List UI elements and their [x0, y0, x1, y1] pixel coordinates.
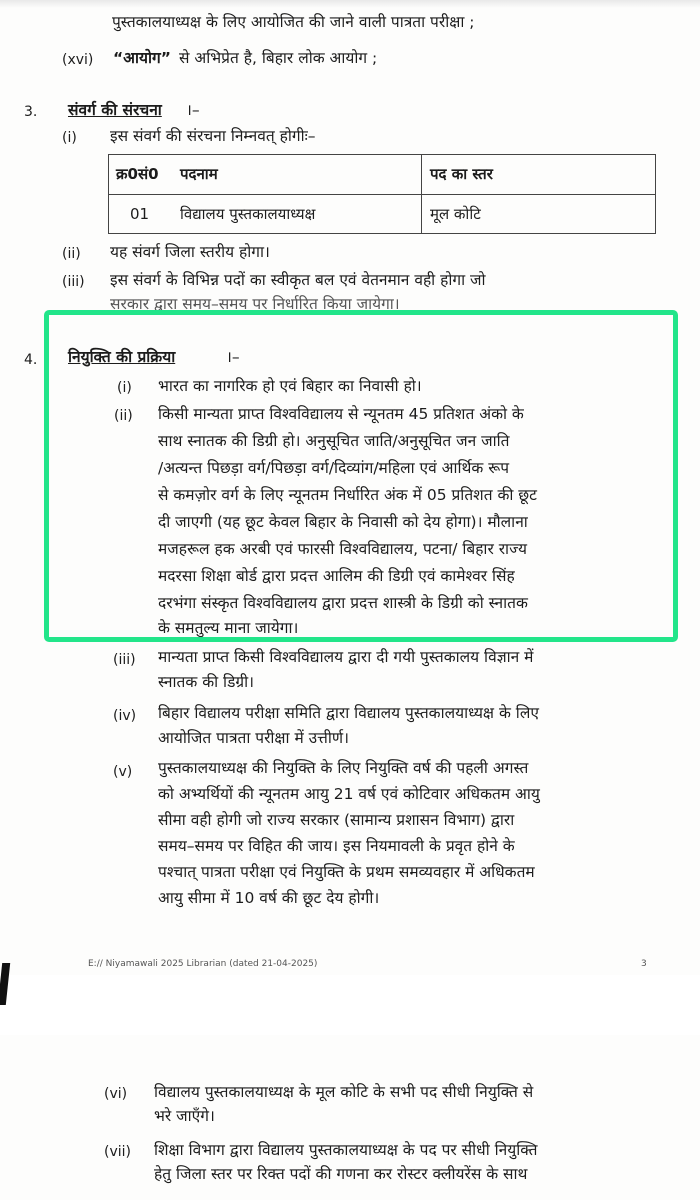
section-4-v-line: सीमा वही होगी जो राज्य सरकार (सामान्य प्रशासन विभाग) द्वारा [158, 811, 515, 829]
section-4-iii-line: स्नातक की डिग्री। [158, 673, 254, 691]
section-4-iv-number: (iv) [113, 708, 137, 724]
section-4-ii-line: से कमज़ोर वर्ग के लिए न्यूनतम निर्धारित अंक में 05 प्रतिशत की छूट [158, 486, 537, 504]
section-4-ii-line: दरभंगा संस्कृत विश्वविद्यालय द्वारा प्रदत्त शास्त्री के डिग्री को स्नातक [158, 594, 528, 612]
next-vii-line: शिक्षा विभाग द्वारा विद्यालय पुस्तकालयाध्यक्ष के पद पर सीधी नियुक्ति [154, 1141, 538, 1159]
section-4-i-line: भारत का नागरिक हो एवं बिहार का निवासी हो। [158, 377, 422, 395]
table-line [655, 154, 656, 234]
footer-file-path: E:// Niyamawali 2025 Librarian (dated 21-04-2025) [88, 959, 318, 969]
section-4-i-number: (i) [117, 380, 132, 396]
table-cell-post-name: विद्यालय पुस्तकालयाध्यक्ष [180, 205, 316, 223]
footer-page-number: 3 [641, 959, 647, 969]
section-3-iii-line1: इस संवर्ग के विभिन्न पदों का स्वीकृत बल एवं वेतनमान वही होगा जो [110, 271, 486, 289]
section-4-number: 4. [24, 352, 38, 368]
section-4-v-line: पश्चात् पात्रता परीक्षा एवं नियुक्ति के प्रथम समव्यवहार में अधिकतम [158, 863, 535, 881]
section-3-title-suffix: ।– [186, 101, 200, 119]
section-3-ii-number: (ii) [62, 246, 81, 262]
section-3-iii-line2: सरकार द्वारा समय–समय पर निर्धारित किया जायेगा। [110, 295, 400, 313]
highlight-box [44, 310, 678, 642]
section-4-v-line: समय–समय पर विहित की जाय। इस नियमावली के प्रवृत होने के [158, 837, 515, 855]
section-4-ii-line: मदरसा शिक्षा बोर्ड द्वारा प्रदत्त आलिम की डिग्री एवं कामेश्वर सिंह [158, 567, 515, 585]
next-vii-number: (vii) [104, 1144, 131, 1160]
section-4-v-line: पुस्तकालयाध्यक्ष की नियुक्ति के लिए नियुक्ति वर्ष की पहली अगस्त [158, 759, 529, 777]
section-4-ii-line: दी जाएगी (यह छूट केवल बिहार के निवासी को देय होगा)। मौलाना [158, 513, 528, 531]
table-cell-post-level: मूल कोटि [430, 205, 481, 223]
cadre-structure-table [108, 154, 656, 234]
table-header-serial: क्र0सं0 [116, 165, 159, 183]
table-cell-serial: 01 [130, 205, 150, 223]
section-3-i-number: (i) [62, 130, 77, 146]
clause-xvi-number: (xvi) [62, 52, 94, 68]
section-4-ii-line: साथ स्नातक की डिग्री हो। अनुसूचित जाति/अनुसूचित जन जाति [158, 432, 510, 450]
section-4-iv-line: बिहार विद्यालय परीक्षा समिति द्वारा विद्यालय पुस्तकालयाध्यक्ष के लिए [158, 704, 539, 722]
section-4-title: नियुक्ति की प्रक्रिया [68, 348, 176, 366]
section-4-iii-line: मान्यता प्राप्त किसी विश्वविद्यालय द्वारा दी गयी पुस्तकालय विज्ञान में [158, 648, 534, 666]
section-4-ii-line: किसी मान्यता प्राप्त विश्वविद्यालय से न्यूनतम 45 प्रतिशत अंको के [158, 405, 524, 423]
next-vi-line: विद्यालय पुस्तकालयाध्यक्ष के मूल कोटि के सभी पद सीधी नियुक्ति से [154, 1083, 534, 1101]
section-4-ii-line: /अत्यन्त पिछड़ा वर्ग/पिछड़ा वर्ग/दिव्यांग/महिला एवं आर्थिक रूप [158, 459, 510, 477]
section-3-title: संवर्ग की संरचना [68, 101, 162, 119]
section-4-iv-line: आयोजित पात्रता परीक्षा में उत्तीर्ण। [158, 729, 349, 747]
table-header-post-name: पदनाम [180, 165, 218, 183]
table-line [108, 194, 656, 195]
section-4-title-suffix: ।– [226, 348, 240, 366]
section-4-ii-line: मजहरूल हक अरबी एवं फारसी विश्वविद्यालय, पटना/ बिहार राज्य [158, 540, 527, 558]
clause-xvi-text: से अभिप्रेत है, बिहार लोक आयोग ; [179, 49, 378, 67]
section-4-ii-line: के समतुल्य माना जायेगा। [158, 619, 299, 637]
section-3-ii-text: यह संवर्ग जिला स्तरीय होगा। [110, 243, 270, 261]
next-vii-line: हेतु जिला स्तर पर रिक्त पदों की गणना कर रोस्टर क्लीयरेंस के साथ [154, 1165, 528, 1183]
table-line [108, 154, 109, 234]
table-line [108, 233, 656, 234]
section-3-i-text: इस संवर्ग की संरचना निम्नवत् होगीः– [110, 127, 316, 145]
section-4-v-line: को अभ्यर्थियों की न्यूनतम आयु 21 वर्ष एवं कोटिवार अधिकतम आयु [158, 785, 540, 803]
table-line [421, 154, 422, 234]
table-header-post-level: पद का स्तर [430, 165, 493, 183]
continued-line: पुस्तकालयाध्यक्ष के लिए आयोजित की जाने वाली पात्रता परीक्षा ; [112, 13, 475, 31]
next-vi-number: (vi) [104, 1086, 128, 1102]
table-line [108, 154, 656, 155]
page-break-gap [0, 975, 700, 1035]
section-4-iii-number: (iii) [113, 652, 136, 668]
section-3-number: 3. [24, 104, 38, 120]
section-4-v-line: आयु सीमा में 10 वर्ष की छूट देय होगी। [158, 889, 380, 907]
next-vi-line: भरे जाएँगे। [154, 1107, 215, 1125]
section-3-iii-number: (iii) [62, 274, 85, 290]
section-4-v-number: (v) [113, 764, 133, 780]
page-top-shadow [0, 0, 700, 8]
section-4-ii-number: (ii) [114, 408, 133, 424]
clause-xvi-term: “आयोग” [113, 49, 171, 67]
